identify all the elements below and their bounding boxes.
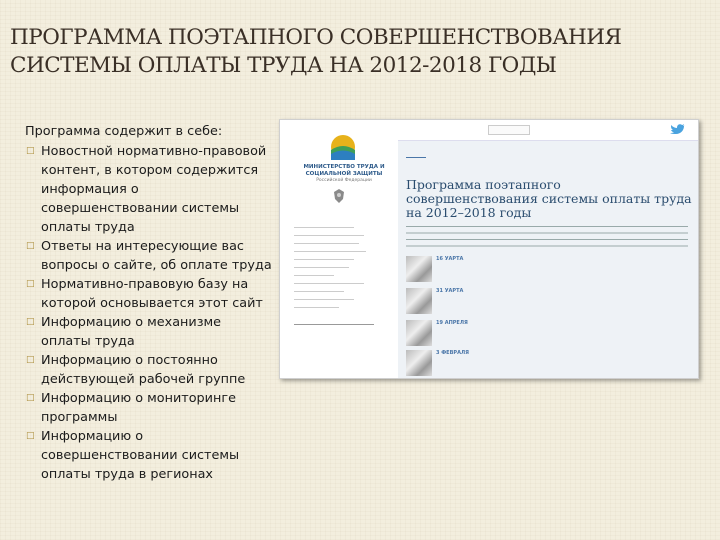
bullet-item: □ Новостной нормативно-правовой контент, в котором содержится информация о совершенствовании системы оплаты труда [25, 142, 273, 237]
slide-title [10, 24, 710, 80]
news-thumbnail [406, 350, 432, 376]
ministry-subtitle: Российской Федерации [316, 178, 372, 183]
bullet-item: □ Ответы на интересующие вас вопросы о сайте, об оплате труда [25, 237, 273, 275]
slide-title-line-1: ПРОГРАММА ПОЭТАПНОГО СОВЕРШЕНСТВОВАНИЯ [10, 25, 622, 50]
bullet-item: □ Информацию о совершенствовании системы оплаты труда в регионах [25, 427, 273, 484]
bullet-item: □ Информацию о мониторинге программы [25, 389, 273, 427]
news-item [406, 288, 692, 316]
news-date: 3 ФЕВРАЛЯ [436, 350, 469, 356]
site-page-heading: Программа поэтапного совершенствования системы оплаты труда на 2012–2018 годы [406, 177, 692, 220]
news-item [406, 256, 692, 284]
news-item [406, 350, 692, 378]
bullet-item: □ Информацию о механизме оплаты труда [25, 313, 273, 351]
news-date: 16 УАРТА [436, 256, 464, 262]
site-breadcrumb [406, 152, 426, 158]
site-menu [294, 220, 394, 308]
news-thumbnail [406, 256, 432, 282]
news-item [406, 320, 692, 348]
website-screenshot [279, 119, 699, 379]
bullet-list [25, 142, 273, 484]
site-lead-text [406, 226, 688, 248]
ministry-title: МИНИСТЕРСТВО ТРУДА И СОЦИАЛЬНОЙ ЗАЩИТЫ [303, 164, 385, 177]
site-sidebar [280, 120, 395, 378]
bullet-item: □ Нормативно-правовую базу на которой основывается этот сайт [25, 275, 273, 313]
news-date: 31 УАРТА [436, 288, 464, 294]
site-search-box [488, 125, 530, 135]
site-content [398, 120, 698, 378]
content-list [25, 122, 273, 484]
ministry-logo-icon [330, 134, 356, 160]
bullet-item: □ Информацию о постоянно действующей рабочей группе [25, 351, 273, 389]
intro-text: Программа содержит в себе: [25, 124, 223, 139]
news-thumbnail [406, 288, 432, 314]
news-thumbnail [406, 320, 432, 346]
ask-question-link [294, 324, 374, 334]
coat-of-arms-icon [332, 188, 346, 204]
news-date: 19 АПРЕЛЯ [436, 320, 468, 326]
slide-title-line-2: СИСТЕМЫ ОПЛАТЫ ТРУДА НА 2012-2018 ГОДЫ [10, 53, 557, 78]
site-topbar [398, 120, 698, 141]
twitter-icon [670, 123, 686, 135]
